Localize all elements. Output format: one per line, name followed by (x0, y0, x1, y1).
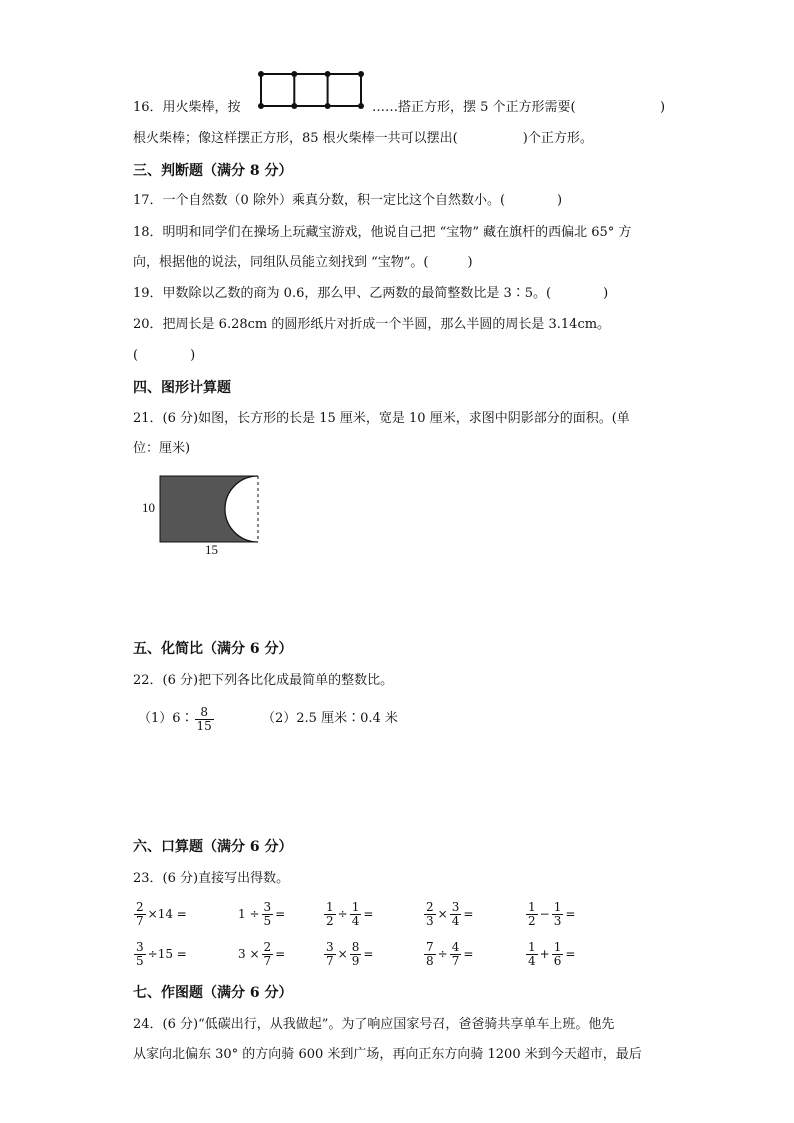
q21-line2: 位：厘米) (133, 441, 191, 456)
q16-line1-rest (372, 99, 576, 117)
q23-row2 (133, 934, 693, 974)
calc-1a: $\frac{2}{7}$ ×14 = (136, 899, 187, 928)
q21-line1: 21．(6 分)如图，长方形的长是 15 厘米，宽是 10 厘米，求图中阴影部分的面积。(单 (133, 411, 630, 426)
calc-1c: $\frac{1}{2}$ ÷ $\frac{1}{4}$ = (326, 899, 374, 928)
q24-line2: 从家向北偏东 30° 的方向骑 600 米到广场，再向正东方向骑 1200 米到今天超市，最后 (133, 1047, 642, 1062)
q21-length-label: 15 (205, 542, 218, 557)
q22-fraction: $\frac{8}{15}$ (196, 704, 212, 733)
q19: 19．甲数除以乙数的商为 0.6，那么甲、乙两数的最简整数比是 3∶5。( ) (133, 286, 609, 301)
q20-line2: ( ) (133, 348, 196, 363)
q22-part1: （1）6∶ $\frac{8}{15}$ (138, 704, 212, 733)
q22-text: 22．(6 分)把下列各比化成最简单的整数比。 (133, 673, 394, 688)
q23-row1 (133, 894, 693, 934)
section5-title: 五、化简比（满分 6 分） (133, 641, 293, 657)
q21-rectangle-figure (136, 470, 276, 562)
q16-line2: 根火柴棒；像这样摆正方形，85 根火柴棒一共可以摆出( )个正方形。 (133, 131, 593, 146)
section4-title: 四、图形计算题 (133, 380, 231, 396)
calc-2b: 3 × $\frac{2}{7}$ = (238, 939, 286, 968)
q16-suffix: ……搭正方形，摆 5 个正方形需要( (372, 100, 576, 115)
section6-title: 六、口算题（满分 6 分） (133, 839, 293, 855)
q20-line1: 20．把周长是 6.28cm 的圆形纸片对折成一个半圆，那么半圆的周长是 3.14cm。 (133, 317, 611, 332)
calc-1e: $\frac{1}{2}$ − $\frac{1}{3}$ = (528, 899, 576, 928)
calc-2d: $\frac{7}{8}$ ÷ $\frac{4}{7}$ = (426, 939, 474, 968)
calc-2c: $\frac{3}{7}$ × $\frac{8}{9}$ = (326, 939, 374, 968)
q24-line1: 24．(6 分)“低碳出行，从我做起”。为了响应国家号召，爸爸骑共享单车上班。他先 (133, 1017, 615, 1032)
calc-1b: 1 ÷ $\frac{3}{5}$ = (238, 899, 286, 928)
q16-close-paren: ) (660, 100, 666, 115)
q21-width-label: 10 (142, 500, 155, 515)
q16-prefix: 16．用火柴棒，按 (133, 100, 241, 115)
q23-text: 23．(6 分)直接写出得数。 (133, 871, 290, 886)
q22-part2: （2）2.5 厘米∶0.4 米 (262, 711, 398, 726)
q16-line1 (133, 99, 241, 117)
calc-1d: $\frac{2}{3}$ × $\frac{3}{4}$ = (426, 899, 474, 928)
section7-title: 七、作图题（满分 6 分） (133, 985, 293, 1001)
calc-2a: $\frac{3}{5}$ ÷15 = (136, 939, 187, 968)
q18-line1: 18．明明和同学们在操场上玩藏宝游戏，他说自己把 “宝物” 藏在旗杆的西偏北 65° 方 (133, 225, 632, 240)
q17: 17．一个自然数（0 除外）乘真分数，积一定比这个自然数小。( ) (133, 193, 563, 208)
matchstick-squares-figure (257, 70, 365, 110)
section3-title: 三、判断题（满分 8 分） (133, 163, 293, 179)
calc-2e: $\frac{1}{4}$ + $\frac{1}{6}$ = (528, 939, 576, 968)
q18-line2: 向，根据他的说法，同组队员能立刻找到 “宝物”。( ) (133, 255, 473, 270)
